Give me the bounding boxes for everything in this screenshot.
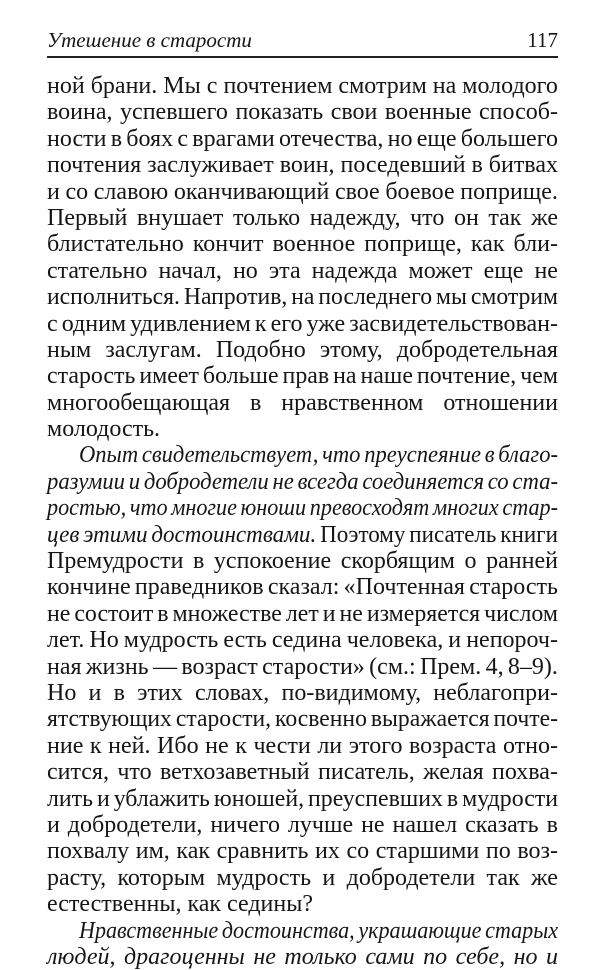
word: чем	[520, 363, 558, 390]
text-line	[47, 284, 558, 310]
word: но	[387, 125, 413, 152]
word: в	[484, 442, 495, 469]
word: —	[152, 653, 177, 680]
word: книги	[500, 521, 558, 548]
running-title: Утешение в старости	[47, 28, 252, 52]
word: жизнь	[85, 653, 149, 680]
word: нравственном	[281, 389, 424, 416]
word: юноши	[240, 495, 307, 522]
word: смотрим	[338, 73, 427, 99]
word: ная	[47, 653, 82, 680]
text-line	[47, 865, 558, 891]
word: уже	[306, 310, 346, 337]
word: но	[232, 257, 258, 284]
text-line	[47, 680, 558, 706]
word: Премудрости	[47, 548, 184, 575]
word: воин,	[279, 152, 335, 179]
word: ятствующих	[47, 706, 172, 733]
word: еще	[416, 125, 457, 152]
text-line	[47, 601, 558, 627]
word: ной	[47, 73, 85, 99]
word: себе,	[455, 943, 506, 970]
text-line	[47, 918, 558, 944]
text-line	[47, 258, 558, 284]
word: наше	[360, 363, 413, 390]
text-line	[47, 205, 558, 231]
text-line	[47, 522, 558, 548]
word: показать	[235, 99, 324, 126]
word: драгоценны	[123, 943, 245, 970]
word: ние	[47, 732, 84, 759]
word: Поэтому	[320, 521, 406, 548]
text-line	[47, 706, 558, 732]
word: старости,	[175, 706, 272, 733]
page-number: 117	[527, 28, 558, 52]
word: бли-	[513, 231, 558, 258]
word: врагами	[192, 125, 275, 152]
word: Прем.	[420, 653, 482, 680]
word: что	[129, 495, 168, 522]
word: ным	[47, 336, 92, 363]
word: кончит	[192, 231, 264, 258]
word: в	[113, 679, 125, 706]
word: мудрости	[462, 785, 558, 812]
word: военные	[384, 99, 472, 126]
text-span: молодость.	[47, 416, 161, 443]
word: украшающие	[358, 917, 482, 944]
word: больше	[202, 363, 279, 390]
word: преуспевших	[308, 785, 443, 812]
word: оканчивающий	[173, 178, 330, 205]
text-line	[47, 99, 558, 125]
text-line	[47, 390, 558, 416]
word: блистательно	[47, 231, 184, 258]
word: добродетели,	[67, 811, 203, 838]
word: и	[545, 943, 558, 970]
word: числом	[484, 600, 558, 627]
word: кончине	[47, 574, 131, 601]
word: эта	[268, 257, 301, 284]
text-line	[47, 812, 558, 838]
word: похвалу	[47, 838, 130, 865]
word: соединяется	[362, 468, 485, 495]
text-line	[47, 126, 558, 152]
word: достоинства,	[221, 917, 355, 944]
word: сится,	[47, 759, 109, 786]
word: только	[232, 204, 301, 231]
word: на	[291, 284, 315, 311]
word: (см.:	[369, 653, 416, 680]
word: о	[464, 548, 477, 575]
word: битвах	[488, 152, 558, 179]
text-line	[47, 442, 558, 468]
word: Подобно	[215, 336, 306, 363]
word: поприще.	[460, 178, 558, 205]
word: заслуживает	[147, 152, 274, 179]
word: в	[471, 152, 483, 179]
word: так	[486, 864, 520, 891]
word: множестве	[172, 600, 282, 627]
word: ветхозаветный	[159, 759, 310, 786]
word: боевое	[385, 178, 455, 205]
word: преуспеяние	[364, 442, 481, 469]
word: исполниться.	[47, 284, 180, 311]
word: как	[176, 838, 210, 865]
text-line	[47, 469, 558, 495]
word: ней.	[108, 732, 151, 759]
word: 4,	[485, 653, 504, 680]
word: воз-	[517, 838, 558, 865]
word: но	[513, 943, 538, 970]
word: возраст	[181, 653, 258, 680]
word: цев	[47, 521, 80, 548]
word: не	[339, 600, 363, 627]
word: желая	[423, 759, 484, 786]
word: расту,	[47, 864, 107, 891]
word: не	[253, 943, 276, 970]
word: он	[453, 204, 479, 231]
word: Опыт	[79, 442, 139, 469]
word: молодого	[462, 73, 558, 99]
word: его	[270, 310, 303, 337]
word: к	[235, 732, 247, 759]
text-line	[47, 891, 558, 917]
word: старости»	[262, 653, 365, 680]
text-line	[47, 759, 558, 785]
word: неблагопри-	[433, 679, 558, 706]
word: свидетельствует,	[141, 442, 319, 469]
word: имеет	[139, 363, 199, 390]
word: этому,	[319, 336, 383, 363]
word: же	[531, 864, 558, 891]
word: нашел	[392, 811, 458, 838]
word: мудрость	[216, 864, 312, 891]
word: в	[250, 389, 262, 416]
word: почтения	[47, 152, 142, 179]
word: добродетельная	[396, 336, 558, 363]
word: добродетели	[143, 468, 269, 495]
word: непороч-	[466, 627, 558, 654]
word: по	[423, 943, 448, 970]
word: выражается	[370, 706, 490, 733]
word: большего	[460, 125, 558, 152]
word: поприще,	[364, 231, 462, 258]
word: и	[96, 785, 110, 812]
word: юношей,	[213, 785, 305, 812]
word: и	[47, 811, 60, 838]
word: надежда	[311, 257, 398, 284]
word: измеряется	[366, 600, 481, 627]
word: добродетели	[346, 864, 476, 891]
word: по-видимому,	[281, 679, 422, 706]
word: благо-	[498, 442, 558, 469]
word: может	[408, 257, 473, 284]
word: так	[488, 204, 522, 231]
word: в	[193, 548, 205, 575]
text-line	[47, 179, 558, 205]
word: лучше	[287, 811, 354, 838]
word: способ-	[479, 99, 558, 126]
word: в	[157, 600, 169, 627]
word: не	[272, 468, 294, 495]
word: с	[177, 125, 188, 152]
text-span: естественны, как седины?	[47, 891, 314, 918]
word: ности	[47, 125, 107, 152]
word: на	[432, 73, 457, 99]
word: засвидетельствован-	[349, 310, 558, 337]
word: сами	[365, 943, 415, 970]
word: состоит	[74, 600, 154, 627]
text-line	[47, 152, 558, 178]
word: превосходят	[309, 495, 430, 522]
word: и	[88, 679, 102, 706]
word: этими	[83, 521, 148, 548]
text-line	[47, 654, 558, 680]
word: лет	[285, 600, 319, 627]
word: не	[47, 600, 71, 627]
word: старых	[485, 917, 558, 944]
word: и	[448, 627, 462, 654]
word: и	[128, 468, 141, 495]
word: к	[254, 310, 267, 337]
word: писатель,	[318, 759, 415, 786]
word: ста-	[512, 468, 558, 495]
word: боях	[126, 125, 174, 152]
word: удивлением	[130, 310, 251, 337]
word: лить	[47, 785, 93, 812]
word: писатель	[409, 521, 497, 548]
word: начал,	[158, 257, 222, 284]
word: 8–9).	[507, 653, 558, 680]
word: стательно	[47, 257, 148, 284]
word: со	[346, 838, 370, 865]
text-line	[47, 574, 558, 600]
word: военное	[272, 231, 356, 258]
text-line	[47, 73, 558, 99]
word: и	[47, 178, 60, 205]
word: Мы	[163, 73, 201, 99]
word: в	[110, 125, 123, 152]
word: внушает	[136, 204, 224, 231]
word: мудрость	[123, 627, 219, 654]
word: сказать	[465, 811, 539, 838]
word: этих	[137, 679, 183, 706]
word: мы	[436, 284, 467, 311]
text-line	[47, 416, 558, 442]
word: что	[117, 759, 152, 786]
word: надежду,	[309, 204, 401, 231]
word: старость	[47, 363, 136, 390]
word: почте-	[493, 706, 558, 733]
word: Ибо	[157, 732, 199, 759]
word: ублажить	[113, 785, 210, 812]
word: не	[361, 811, 385, 838]
word: славою	[93, 178, 169, 205]
word: одним	[61, 310, 127, 337]
word: по	[485, 838, 511, 865]
word: похва-	[492, 759, 558, 786]
word: лет.	[47, 627, 85, 654]
word: с	[47, 310, 58, 337]
word: почтение,	[416, 363, 517, 390]
word: старость	[469, 574, 558, 601]
word: заслугам.	[105, 336, 202, 363]
word: же	[531, 204, 558, 231]
word: воина,	[47, 99, 113, 126]
word: и	[322, 864, 336, 891]
word: возраста	[409, 732, 497, 759]
word: Первый	[47, 204, 128, 231]
word: многие	[171, 495, 237, 522]
word: этого	[348, 732, 403, 759]
word: на	[333, 363, 357, 390]
word: свои	[330, 99, 378, 126]
word: их	[315, 838, 340, 865]
word: им,	[135, 838, 170, 865]
word: чести	[253, 732, 311, 759]
text-line	[47, 627, 558, 653]
word: еще	[483, 257, 524, 284]
word: с	[206, 73, 218, 99]
text-line	[47, 311, 558, 337]
word: успевшего	[120, 99, 228, 126]
text-line	[47, 495, 558, 521]
word: Но	[89, 627, 119, 654]
word: отношении	[443, 389, 558, 416]
word: в	[446, 785, 459, 812]
text-line	[47, 337, 558, 363]
word: есть	[223, 627, 267, 654]
word: не	[534, 257, 558, 284]
word: и	[322, 600, 336, 627]
word: разумии	[47, 468, 125, 495]
text-line	[47, 944, 558, 970]
word: ли	[317, 732, 343, 759]
word: поседевший	[340, 152, 466, 179]
word: к	[89, 732, 102, 759]
word: как	[470, 231, 505, 258]
word: в	[546, 811, 558, 838]
text-line	[47, 838, 558, 864]
word: ничего	[210, 811, 280, 838]
word: скорбящим	[340, 548, 455, 575]
running-header	[47, 24, 558, 58]
word: достоинствами.	[151, 521, 317, 548]
text-line	[47, 363, 558, 389]
word: Нравственные	[79, 917, 219, 944]
page-body-text	[47, 73, 558, 970]
word: старшими	[375, 838, 480, 865]
word: со	[487, 468, 509, 495]
word: «Почтенная	[343, 574, 465, 601]
word: смотрим	[470, 284, 558, 311]
word: последнего	[318, 284, 433, 311]
word: стар-	[502, 495, 558, 522]
text-line	[47, 548, 558, 574]
word: брани.	[90, 73, 158, 99]
word: ранней	[486, 548, 558, 575]
word: успокоение	[213, 548, 332, 575]
word: седина	[271, 627, 342, 654]
text-line	[47, 733, 558, 759]
word: многообещающая	[47, 389, 231, 416]
word: всегда	[297, 468, 359, 495]
text-line	[47, 786, 558, 812]
word: многих	[432, 495, 499, 522]
word: не	[205, 732, 229, 759]
word: свое	[334, 178, 380, 205]
word: прав	[282, 363, 330, 390]
word: которым	[117, 864, 206, 891]
word: что	[410, 204, 445, 231]
word: отно-	[502, 732, 558, 759]
word: человека,	[346, 627, 444, 654]
text-line	[47, 231, 558, 257]
word: отечества,	[279, 125, 384, 152]
word: почтением	[223, 73, 333, 99]
word: только	[284, 943, 357, 970]
word: сказал:	[267, 574, 340, 601]
word: со	[65, 178, 89, 205]
word: ростью,	[47, 495, 127, 522]
word: Но	[47, 679, 77, 706]
word: словах,	[194, 679, 270, 706]
word: Напротив,	[183, 284, 288, 311]
word: людей,	[47, 943, 116, 970]
word: косвенно	[275, 706, 367, 733]
word: праведников	[134, 574, 264, 601]
word: что	[322, 442, 361, 469]
word: сравнить	[216, 838, 309, 865]
